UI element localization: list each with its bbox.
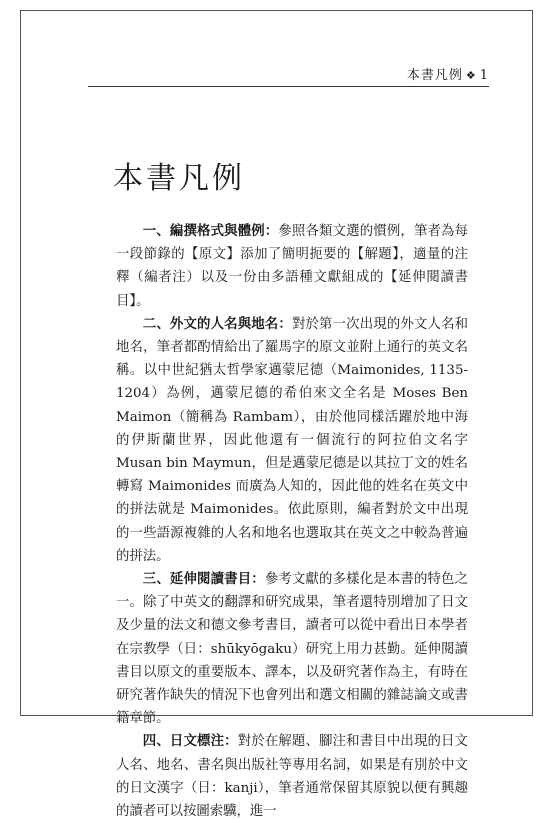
chapter-title: 本書凡例 bbox=[113, 161, 245, 196]
paragraph-text: 對於在解題、腳注和書目中出現的日文人名、地名、書名與出版社等專用名詞，如果是有別於中文的日文漢字（日：kanji），筆者通常保留其原貌以便有興趣的讀者可以按圖索驥，進一 bbox=[116, 734, 469, 820]
paragraph bbox=[116, 568, 468, 730]
paragraph-text: 對於第一次出現的外文人名和地名，筆者都酌情給出了羅馬字的原文並附上通行的英文名稱。以中世紀猶太哲學家邁蒙尼德（Maimonides, 1135-1204）為例，邁蒙尼德的希伯來文全名是 Moses Ben Maimon（簡稱為 Rambam），由於他同樣活躍於地中海的伊斯蘭世界，因此他還有一個流行的阿拉伯文名字 Musan bin Maymun，但是邁蒙尼德是以其拉丁文的姓名轉寫 Maimonides 而廣為人知的，因此他的姓名在英文中的拼法就是 Maimonides。依此原則，編者對於文中出現的一些語源複雜的人名和地名也選取其在英文之中較為普遍的拼法。 bbox=[116, 316, 469, 564]
paragraph-heading: 一、編撰格式與體例： bbox=[142, 223, 279, 239]
running-header bbox=[88, 64, 489, 87]
paragraph-heading: 二、外文的人名與地名： bbox=[142, 315, 292, 332]
running-header-title: 本書凡例 bbox=[406, 68, 463, 83]
paragraph-heading: 四、日文標注： bbox=[142, 733, 238, 750]
paragraph-text: 參考文獻的多樣化是本書的特色之一。除了中英文的翻譯和研究成果，筆者還特別增加了日文及少量的法文和德文參考書目，讀者可以從中看出日本學者在宗教學（日：shūkyōgaku）研究上用力甚勤。延伸閱讀書目以原文的重要版本、譯本，以及研究著作為主，有時在研究著作缺失的情況下也會列出和選文相關的雜誌論文或書籍章節。 bbox=[116, 572, 469, 727]
page-number: 1 bbox=[479, 68, 489, 83]
paragraph bbox=[116, 313, 468, 568]
paragraph bbox=[116, 730, 468, 823]
body-text bbox=[116, 220, 468, 823]
paragraph-heading: 三、延伸閱讀書目： bbox=[142, 571, 265, 588]
ornament-icon: ❖ bbox=[465, 69, 477, 82]
paragraph bbox=[116, 220, 468, 313]
paragraph-text: 參照各類文選的慣例，筆者為每一段節錄的【原文】添加了簡明扼要的【解題】，適量的注釋（編者注）以及一份由多語種文獻組成的【延伸閱讀書目】。 bbox=[116, 224, 469, 309]
